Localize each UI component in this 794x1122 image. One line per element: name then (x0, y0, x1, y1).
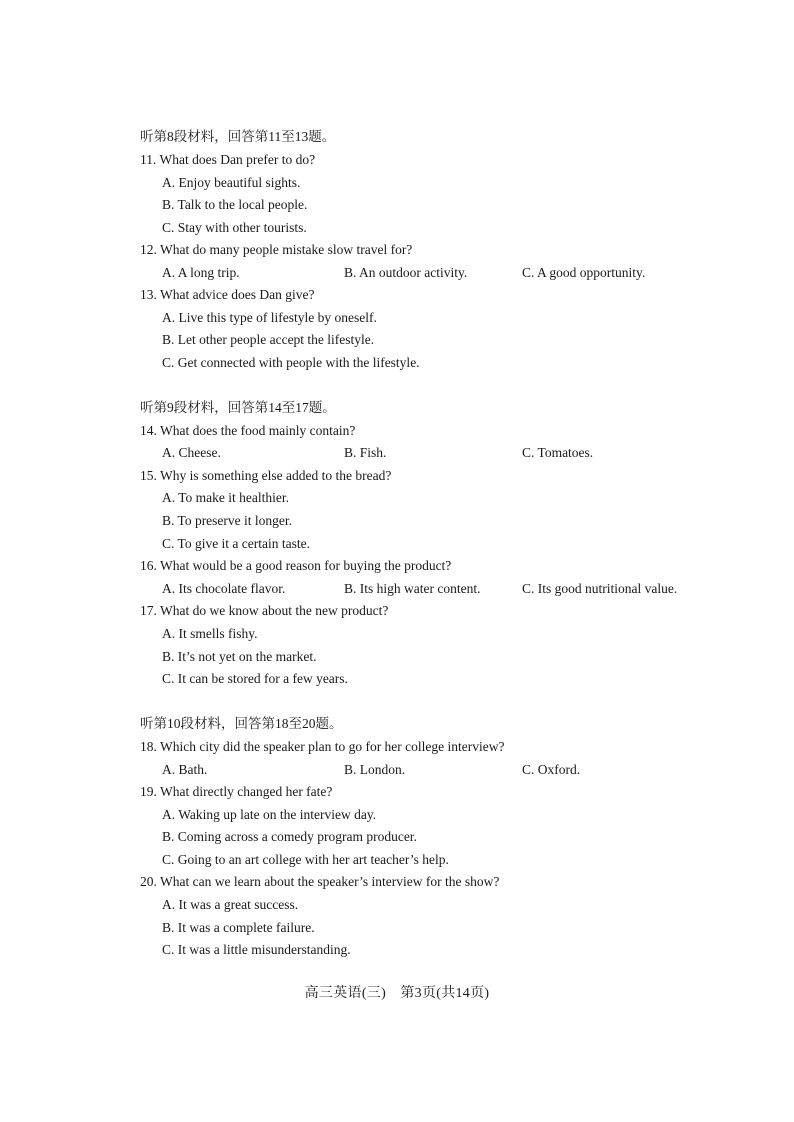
option-17-a: A. It smells fishy. (162, 626, 258, 641)
option-12-a: A. A long trip. (162, 265, 240, 280)
question-17: 17. What do we know about the new product? (140, 603, 389, 618)
option-16-c: C. Its good nutritional value. (522, 581, 678, 596)
option-14-c: C. Tomatoes. (522, 445, 594, 460)
option-20-b: B. It was a complete failure. (162, 920, 315, 935)
option-20-a: A. It was a great success. (162, 897, 299, 912)
question-14: 14. What does the food mainly contain? (140, 423, 356, 438)
option-12-b: B. An outdoor activity. (344, 265, 468, 280)
option-11-c: C. Stay with other tourists. (162, 220, 307, 235)
option-15-b: B. To preserve it longer. (162, 513, 293, 528)
option-20-c: C. It was a little misunderstanding. (162, 942, 351, 957)
question-13: 13. What advice does Dan give? (140, 287, 315, 302)
option-19-c: C. Going to an art college with her art teacher’s help. (162, 852, 449, 867)
option-13-a: A. Live this type of lifestyle by oneself. (162, 310, 377, 325)
question-16: 16. What would be a good reason for buying the product? (140, 558, 452, 573)
option-16-a: A. Its chocolate flavor. (162, 581, 286, 596)
section-heading-10: 听第10段材料，回答第18至20题。 (140, 716, 343, 731)
option-14-b: B. Fish. (344, 445, 387, 460)
question-12: 12. What do many people mistake slow travel for? (140, 242, 413, 257)
section-heading-8: 听第8段材料，回答第11至13题。 (140, 129, 336, 144)
option-13-c: C. Get connected with people with the lifestyle. (162, 355, 420, 370)
option-11-b: B. Talk to the local people. (162, 197, 308, 212)
question-20: 20. What can we learn about the speaker’s interview for the show? (140, 874, 500, 889)
option-18-b: B. London. (344, 762, 406, 777)
option-18-c: C. Oxford. (522, 762, 581, 777)
page-footer: 高三英语(三) 第3页(共14页) (304, 986, 490, 1001)
option-18-a: A. Bath. (162, 762, 208, 777)
question-15: 15. Why is something else added to the bread? (140, 468, 392, 483)
option-15-a: A. To make it healthier. (162, 490, 290, 505)
option-17-c: C. It can be stored for a few years. (162, 671, 348, 686)
option-16-b: B. Its high water content. (344, 581, 481, 596)
question-11: 11. What does Dan prefer to do? (140, 152, 316, 167)
option-14-a: A. Cheese. (162, 445, 221, 460)
option-12-c: C. A good opportunity. (522, 265, 646, 280)
option-17-b: B. It’s not yet on the market. (162, 649, 317, 664)
option-13-b: B. Let other people accept the lifestyle. (162, 332, 375, 347)
option-19-a: A. Waking up late on the interview day. (162, 807, 377, 822)
question-19: 19. What directly changed her fate? (140, 784, 333, 799)
question-18: 18. Which city did the speaker plan to go for her college interview? (140, 739, 505, 754)
option-11-a: A. Enjoy beautiful sights. (162, 175, 301, 190)
section-heading-9: 听第9段材料，回答第14至17题。 (140, 400, 336, 415)
option-15-c: C. To give it a certain taste. (162, 536, 311, 551)
option-19-b: B. Coming across a comedy program producer. (162, 829, 417, 844)
